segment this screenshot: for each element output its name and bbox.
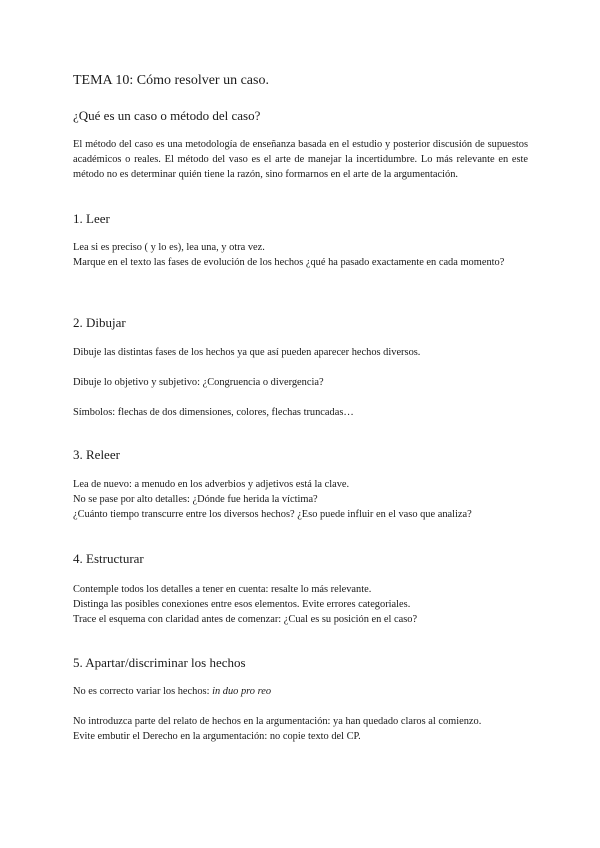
section-heading-releer: 3. Releer <box>73 447 120 462</box>
section-body-apartar <box>73 714 528 744</box>
section-line: Evite embutir el Derecho en la argumentación: no copie texto del CP. <box>73 731 361 743</box>
section-line: Distinga las posibles conexiones entre esos elementos. Evite errores categoriales. <box>73 599 411 611</box>
section-line-with-latin <box>73 684 528 699</box>
section-line: Símbolos: flechas de dos dimensiones, colores, flechas truncadas… <box>73 407 354 418</box>
section-body-releer <box>73 477 528 523</box>
section-line: Dibuje las distintas fases de los hechos ya que así pueden aparecer hechos diversos. <box>73 347 421 358</box>
latin-phrase: in duo pro reo <box>212 686 272 697</box>
section-line: Lea si es preciso ( y lo es), lea una, y otra vez. <box>73 242 265 253</box>
section-heading-apartar: 5. Apartar/discriminar los hechos <box>73 655 246 670</box>
section-line: Dibuje lo objetivo y subjetivo: ¿Congruencia o divergencia? <box>73 377 324 388</box>
section-line: ¿Cuánto tiempo transcurre entre los diversos hechos? ¿Eso puede influir en el vaso que analiza? <box>73 509 472 521</box>
section-heading-dibujar: 2. Dibujar <box>73 315 126 330</box>
section-body-estructurar <box>73 582 528 628</box>
intro-paragraph: El método del caso es una metodología de enseñanza basada en el estudio y posterior discusión de supuestos académicos o reales. El método del vaso es el arte de manejar la incertidumbre. Lo más relevante en este método no es determinar quién tiene la razón, sino formarnos en el arte de la argumentación. <box>73 139 528 181</box>
section-line: No se pase por alto detalles: ¿Dónde fue herida la víctima? <box>73 494 318 506</box>
document-page <box>73 0 528 848</box>
section-line: Lea de nuevo: a menudo en los adverbios y adjetivos está la clave. <box>73 479 350 490</box>
section-line: Contemple todos los detalles a tener en cuenta: resalte lo más relevante. <box>73 584 372 595</box>
section-heading-leer: 1. Leer <box>73 211 110 226</box>
intro-heading: ¿Qué es un caso o método del caso? <box>73 108 261 123</box>
section-heading-estructurar: 4. Estructurar <box>73 551 144 566</box>
section-line-text: No es correcto variar los hechos: <box>73 686 213 697</box>
section-line: No introduzca parte del relato de hechos en la argumentación: ya han quedado claros al comienzo. <box>73 716 482 727</box>
section-line: Trace el esquema con claridad antes de comenzar: ¿Cual es su posición en el caso? <box>73 614 418 626</box>
section-body-leer <box>73 240 528 270</box>
document-title: TEMA 10: Cómo resolver un caso. <box>73 73 269 88</box>
section-line: Marque en el texto las fases de evolución de los hechos ¿qué ha pasado exactamente en cada momento? <box>73 257 505 269</box>
